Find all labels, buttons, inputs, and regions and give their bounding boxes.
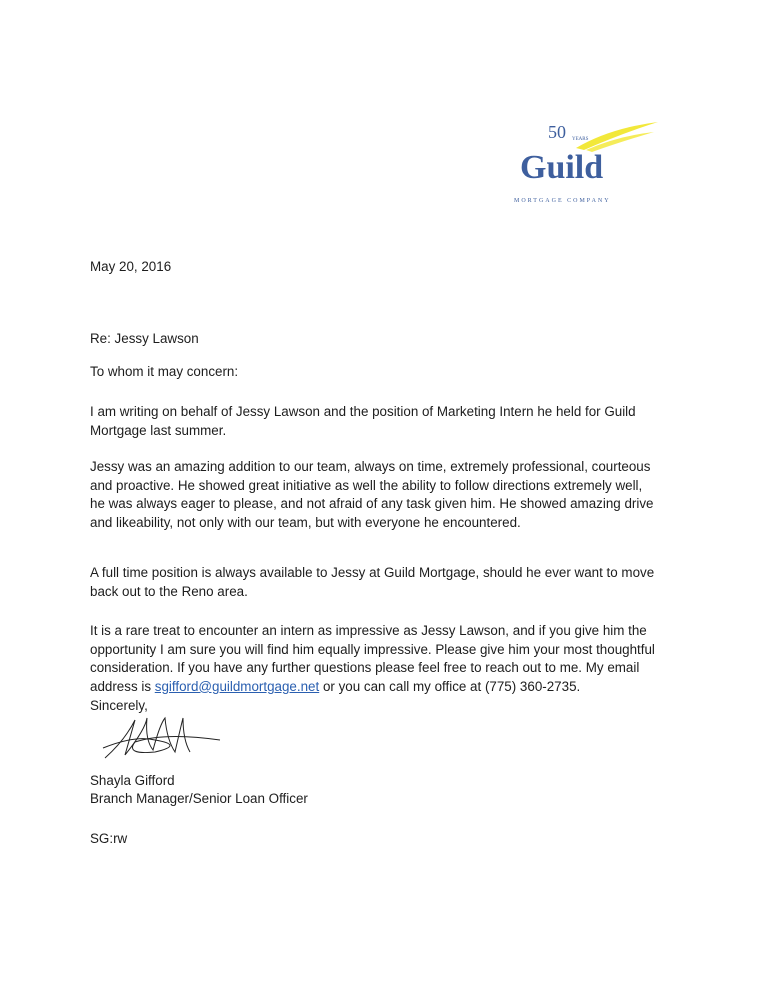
text-line: back out to the Reno area. (90, 583, 248, 599)
logo-name: Guild (520, 149, 604, 186)
text-line: consideration. If you have any further questions please feel free to reach out to me. My email (90, 660, 640, 676)
text-line: opportunity I am sure you will find him equally impressive. Please give him your most thoughtful (90, 641, 655, 657)
email-link[interactable]: sgifford@guildmortgage.net (154, 678, 320, 694)
text-line: Jessy was an amazing addition to our team, always on time, extremely professional, courteous (90, 459, 651, 474)
signer-name: Shayla Gifford (90, 773, 175, 788)
text-line: I am writing on behalf of Jessy Lawson and the position of Marketing Intern he held for Guild (90, 404, 636, 419)
paragraph-3 (90, 564, 654, 601)
re-line: Re: Jessy Lawson (90, 331, 199, 346)
paragraph-2 (90, 458, 653, 532)
guild-logo (510, 118, 670, 208)
salutation: To whom it may concern: (90, 364, 239, 379)
text-line: A full time position is always available to Jessy at Guild Mortgage, should he ever want to move (90, 565, 655, 580)
signature (95, 716, 225, 770)
closing: Sincerely, (90, 698, 148, 713)
text-line: he was always eager to please, and not afraid of any task given him. He showed amazing drive (90, 496, 654, 512)
text: address is (90, 678, 155, 694)
paragraph-4 (90, 622, 655, 696)
logo-years-label: YEARS (572, 137, 589, 142)
text-line: and likeability, not only with our team, but with everyone he encountered. (90, 514, 521, 530)
letter-date: May 20, 2016 (90, 259, 172, 274)
text-line: It is a rare treat to encounter an intern as impressive as Jessy Lawson, and if you give him the (90, 623, 647, 638)
signer-title: Branch Manager/Senior Loan Officer (90, 791, 308, 806)
text: or you can call my office at (775) 360-2735. (319, 678, 581, 694)
text-line: and proactive. He showed great initiative as well the ability to follow directions extremely well, (90, 477, 643, 493)
logo-tagline: MORTGAGE COMPANY (514, 198, 611, 204)
text-line: Mortgage last summer. (90, 422, 227, 438)
text-line (90, 678, 655, 697)
logo-years-number: 50 (548, 122, 566, 142)
paragraph-1 (90, 403, 636, 440)
initials: SG:rw (90, 831, 128, 846)
